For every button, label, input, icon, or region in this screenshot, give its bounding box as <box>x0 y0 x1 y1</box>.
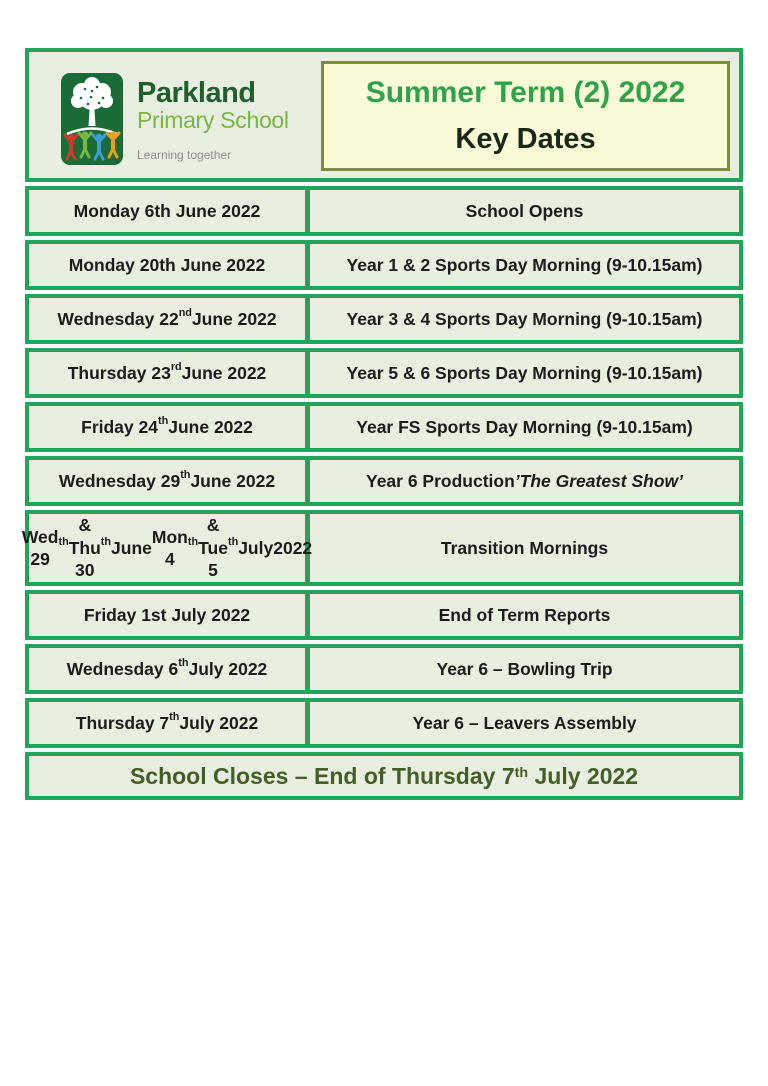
key-dates-table <box>21 186 743 748</box>
date-cell: Thursday 23 rd June 2022 <box>29 352 310 394</box>
date-cell: Wednesday 29 th June 2022 <box>29 460 310 502</box>
logo-text <box>137 73 289 165</box>
table-row <box>25 348 743 398</box>
table-row <box>25 186 743 236</box>
table-row <box>21 510 743 586</box>
table-row <box>25 402 743 452</box>
table-row <box>25 644 743 694</box>
table-row <box>25 294 743 344</box>
event-cell: Year 6 – Bowling Trip <box>436 658 613 679</box>
event-cell: Year 6 – Leavers Assembly <box>412 712 637 733</box>
date-cell: Monday 20th June 2022 <box>29 244 310 286</box>
key-dates-title: Key Dates <box>455 122 596 155</box>
school-closes-text: School Closes – End of Thursday 7th July 2022 <box>129 762 639 789</box>
school-tagline: Learning together <box>137 148 232 163</box>
table-row <box>25 698 743 748</box>
date-cell: Wednesday 6 th July 2022 <box>29 648 310 690</box>
table-row <box>25 240 743 290</box>
title-box <box>321 61 730 171</box>
tree-with-children-icon <box>61 73 123 165</box>
school-logo <box>61 73 289 165</box>
header <box>25 48 743 182</box>
event-cell: Year 5 & 6 Sports Day Morning (9-10.15am) <box>346 362 703 383</box>
event-cell: Year FS Sports Day Morning (9-10.15am) <box>356 416 693 437</box>
date-cell: Wednesday 22 nd June 2022 <box>29 298 310 340</box>
event-cell: School Opens <box>465 200 584 221</box>
event-cell: Transition Mornings <box>440 537 609 558</box>
table-row <box>25 590 743 640</box>
school-name: Parkland <box>137 77 256 109</box>
term-title: Summer Term (2) 2022 <box>365 76 686 110</box>
date-cell: Wed 29 th & Thu 30 th June Mon 4 th & Tue 5 th July 2022 <box>21 515 313 581</box>
table-row <box>25 456 743 506</box>
event-cell: Year 3 & 4 Sports Day Morning (9-10.15am) <box>346 308 703 329</box>
date-cell: Thursday 7 th July 2022 <box>29 702 310 744</box>
event-cell: Year 1 & 2 Sports Day Morning (9-10.15am) <box>346 254 703 275</box>
document-page <box>21 48 743 800</box>
event-cell: End of Term Reports <box>438 604 611 625</box>
date-cell: Friday 24 th June 2022 <box>29 406 310 448</box>
event-cell: Year 6 Production ’The Greatest Show’ <box>365 470 684 491</box>
school-subtitle: Primary School <box>137 107 289 133</box>
date-cell: Friday 1st July 2022 <box>29 594 310 636</box>
school-closes-banner <box>25 752 743 800</box>
date-cell: Monday 6th June 2022 <box>29 190 310 232</box>
